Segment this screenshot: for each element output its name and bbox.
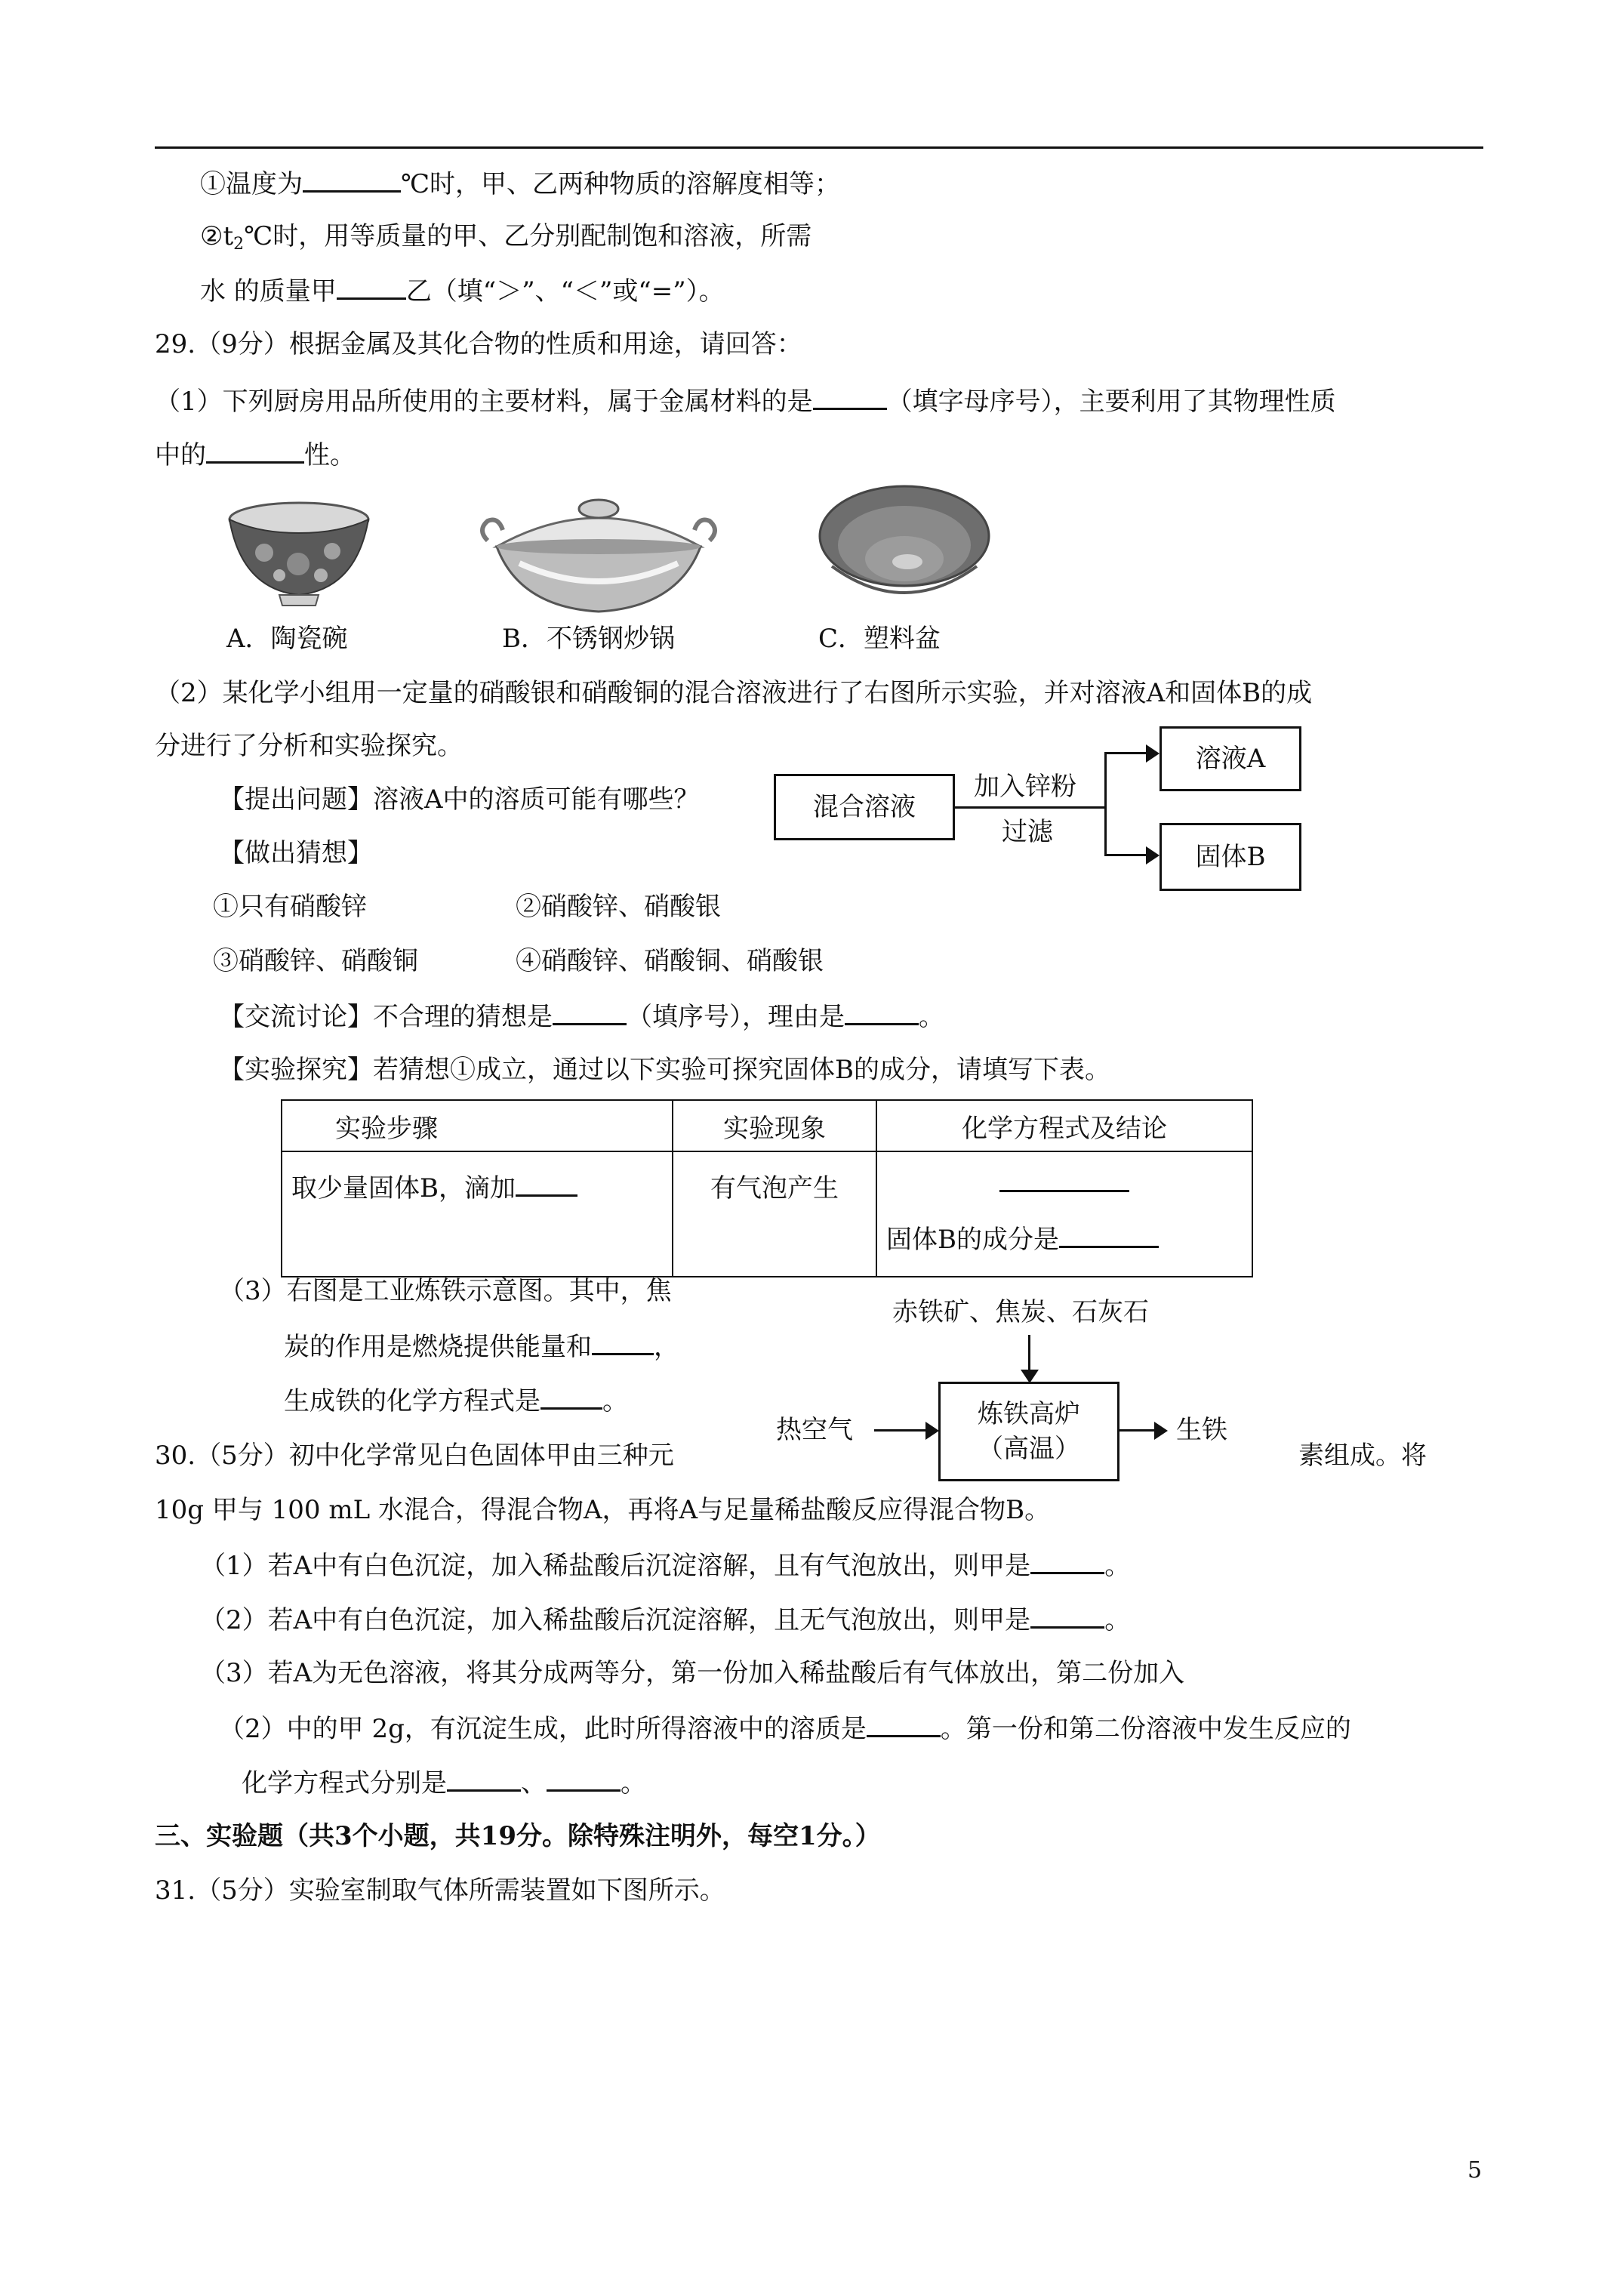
q29-p1-text-a: （1）下列厨房用品所使用的主要材料，属于金属材料的是: [155, 387, 813, 417]
arrow-right-icon: [1146, 846, 1160, 864]
furnace-air: 热空气: [776, 1415, 853, 1445]
q30-s1: [200, 1549, 1130, 1581]
answer-blank[interactable]: [1059, 1223, 1159, 1248]
plastic-basin-icon: [817, 483, 992, 613]
arrow-right-icon: [1154, 1422, 1168, 1440]
q30-s3-line3: [242, 1767, 646, 1798]
s3-text-e: 、: [521, 1768, 547, 1798]
flow-solution-a-box: [1160, 726, 1301, 791]
q28-line1-text-b: ℃时，甲、乙两种物质的溶解度相等；: [401, 169, 841, 199]
flow-mixed-label: 混合溶液: [813, 792, 916, 822]
furnace-output: 生铁: [1176, 1415, 1227, 1445]
q29-p2-line1: （2）某化学小组用一定量的硝酸银和硝酸铜的混合溶液进行了右图所示实验，并对溶液A和固体B的成: [155, 678, 1313, 708]
answer-blank[interactable]: [337, 275, 406, 300]
table-header-cell: 化学方程式及结论: [876, 1100, 1252, 1151]
table-cell-phenomenon: 有气泡产生: [673, 1151, 876, 1277]
q28-line1-text-a: ①温度为: [200, 169, 303, 199]
flow-connector: [955, 806, 1106, 809]
item-label-a: A．陶瓷碗: [226, 624, 348, 654]
furnace-input-line: [1028, 1335, 1030, 1373]
q28-line2-text-a: ②t: [200, 221, 234, 251]
discuss-text-a: 【交流讨论】不合理的猜想是: [219, 1002, 553, 1032]
guess-4: ④硝酸锌、硝酸铜、硝酸银: [516, 946, 824, 976]
answer-blank[interactable]: [303, 168, 401, 193]
s3-text-c: 。第一份和第二份溶液中发生反应的: [940, 1714, 1351, 1744]
q30-line2: 10g 甲与 100 mL 水混合，得混合物A，再将A与足量稀盐酸反应得混合物B。: [155, 1495, 1051, 1525]
s3-text-d: 化学方程式分别是: [242, 1768, 447, 1798]
q28-line2-text-b: ℃时，用等质量的甲、乙分别配制饱和溶液，所需: [244, 221, 812, 251]
q29-p1-line2: [155, 439, 356, 470]
s1-text: （1）若A中有白色沉淀，加入稀盐酸后沉淀溶解，且有气泡放出，则甲是: [200, 1551, 1031, 1581]
arrow-right-icon: [1146, 744, 1160, 763]
section-heading: 三、实验题（共3个小题，共19分。除特殊注明外，每空1分。）: [155, 1821, 881, 1851]
furnace-label: 炼铁高炉: [978, 1399, 1080, 1429]
q29-discuss: [219, 1000, 944, 1032]
page-number: 5: [1467, 2157, 1483, 2184]
table-cell-step: [282, 1151, 673, 1277]
q29-explore: 【实验探究】若猜想①成立，通过以下实验可探究固体B的成分，请填写下表。: [219, 1055, 1110, 1085]
furnace-inputs: 赤铁矿、焦炭、石灰石: [892, 1297, 1149, 1327]
experiment-table: [281, 1099, 1253, 1277]
q31-title: 31.（5分）实验室制取气体所需装置如下图所示。: [155, 1875, 725, 1906]
table-header-cell: 实验现象: [673, 1100, 876, 1151]
s3-text-f: 。: [621, 1768, 646, 1798]
q29-p3-line1: （3）右图是工业炼铁示意图。其中，焦: [219, 1276, 672, 1306]
flow-branch: [1104, 752, 1107, 856]
p3-text-c2: 。: [602, 1386, 628, 1416]
furnace-condition: （高温）: [978, 1434, 1080, 1464]
answer-blank[interactable]: [1030, 1549, 1104, 1574]
q30-s3-line1: （3）若A为无色溶液，将其分成两等分，第一份加入稀盐酸后有气体放出，第二份加入: [200, 1658, 1185, 1688]
flow-mixed-box: [774, 774, 955, 840]
answer-blank[interactable]: [516, 1172, 577, 1197]
answer-blank[interactable]: [1030, 1604, 1104, 1629]
q29-p1-text-b: （填字母序号），主要利用了其物理性质: [886, 387, 1336, 417]
answer-blank[interactable]: [999, 1167, 1129, 1192]
flow-solid-b-box: [1160, 823, 1301, 891]
s2-text: （2）若A中有白色沉淀，加入稀盐酸后沉淀溶解，且无气泡放出，则甲是: [200, 1605, 1031, 1635]
table-cell-conclusion: [876, 1151, 1252, 1277]
s3-text-b: （2）中的甲 2g，有沉淀生成，此时所得溶液中的溶质是: [219, 1714, 867, 1744]
q28-line3-text-a: 水 的质量甲: [200, 276, 337, 307]
furnace-box: [938, 1382, 1119, 1481]
answer-blank[interactable]: [813, 385, 887, 410]
q29-p1-text-c: 中的: [155, 440, 206, 470]
answer-blank[interactable]: [547, 1767, 621, 1792]
answer-blank[interactable]: [867, 1712, 941, 1737]
flow-op2: 过滤: [1002, 817, 1053, 847]
answer-blank[interactable]: [540, 1385, 602, 1410]
q28-line3: [200, 275, 725, 307]
item-label-c: C．塑料盆: [818, 624, 941, 654]
table-header-row: [282, 1100, 1252, 1151]
discuss-text-c: 。: [919, 1002, 944, 1032]
flow-out2-label: 固体B: [1195, 842, 1266, 872]
guess-3: ③硝酸锌、硝酸铜: [213, 946, 418, 976]
item-label-b: B．不锈钢炒锅: [502, 624, 675, 654]
q30-s2: [200, 1604, 1130, 1635]
p3-text-b: 炭的作用是燃烧提供能量和: [284, 1332, 592, 1362]
q29-title: 29.（9分）根据金属及其化合物的性质和用途，请回答：: [155, 329, 802, 359]
p3-text-b2: ，: [654, 1332, 679, 1362]
q29-p1-line1: [155, 385, 1336, 417]
guess-2: ②硝酸锌、硝酸银: [516, 892, 721, 922]
answer-blank[interactable]: [447, 1767, 521, 1792]
q29-ask: 【提出问题】溶液A中的溶质可能有哪些？: [219, 784, 700, 815]
guess-1: ①只有硝酸锌: [213, 892, 367, 922]
q28-line2: [200, 221, 812, 260]
q28-line1: [200, 168, 840, 199]
conclusion-text: 固体B的成分是: [886, 1225, 1059, 1255]
flow-out1-label: 溶液A: [1195, 744, 1266, 774]
air-arrow-line: [874, 1429, 927, 1432]
q28-line3-text-b: 乙（填“＞”、“＜”或“=”）。: [405, 276, 725, 307]
arrow-right-icon: [925, 1422, 939, 1440]
s2-end: 。: [1104, 1605, 1131, 1635]
answer-blank[interactable]: [592, 1330, 654, 1355]
flow-op1: 加入锌粉: [974, 772, 1076, 802]
q30-title-a: 30.（5分）初中化学常见白色固体甲由三种元: [155, 1441, 674, 1471]
s1-end: 。: [1104, 1551, 1131, 1581]
q30-title-b: 素组成。将: [1298, 1441, 1427, 1471]
q29-p3-line3: [284, 1385, 628, 1416]
ceramic-bowl-icon: [226, 500, 371, 613]
subscript: 2: [233, 235, 245, 254]
q29-guess-title: 【做出猜想】: [219, 838, 373, 868]
p3-text-c: 生成铁的化学方程式是: [284, 1386, 540, 1416]
output-arrow-line: [1119, 1429, 1156, 1432]
table-row: [282, 1151, 1252, 1277]
answer-blank[interactable]: [206, 439, 304, 464]
conclusion-line: [886, 1219, 1243, 1256]
table-header-cell: 实验步骤: [282, 1100, 673, 1151]
equation-line: [886, 1167, 1243, 1200]
q29-p2-line2: 分进行了分析和实验探究。: [155, 731, 463, 761]
answer-blank[interactable]: [845, 1000, 919, 1025]
answer-blank[interactable]: [553, 1000, 627, 1025]
header-rule: [155, 146, 1483, 149]
discuss-text-b: （填序号），理由是: [627, 1002, 845, 1032]
step-text: 取少量固体B，滴加: [291, 1173, 516, 1203]
stainless-wok-icon: [474, 494, 723, 616]
q30-s3-line2: [219, 1712, 1351, 1744]
q29-p3-line2: [284, 1330, 679, 1362]
q29-p1-text-d: 性。: [304, 440, 356, 470]
